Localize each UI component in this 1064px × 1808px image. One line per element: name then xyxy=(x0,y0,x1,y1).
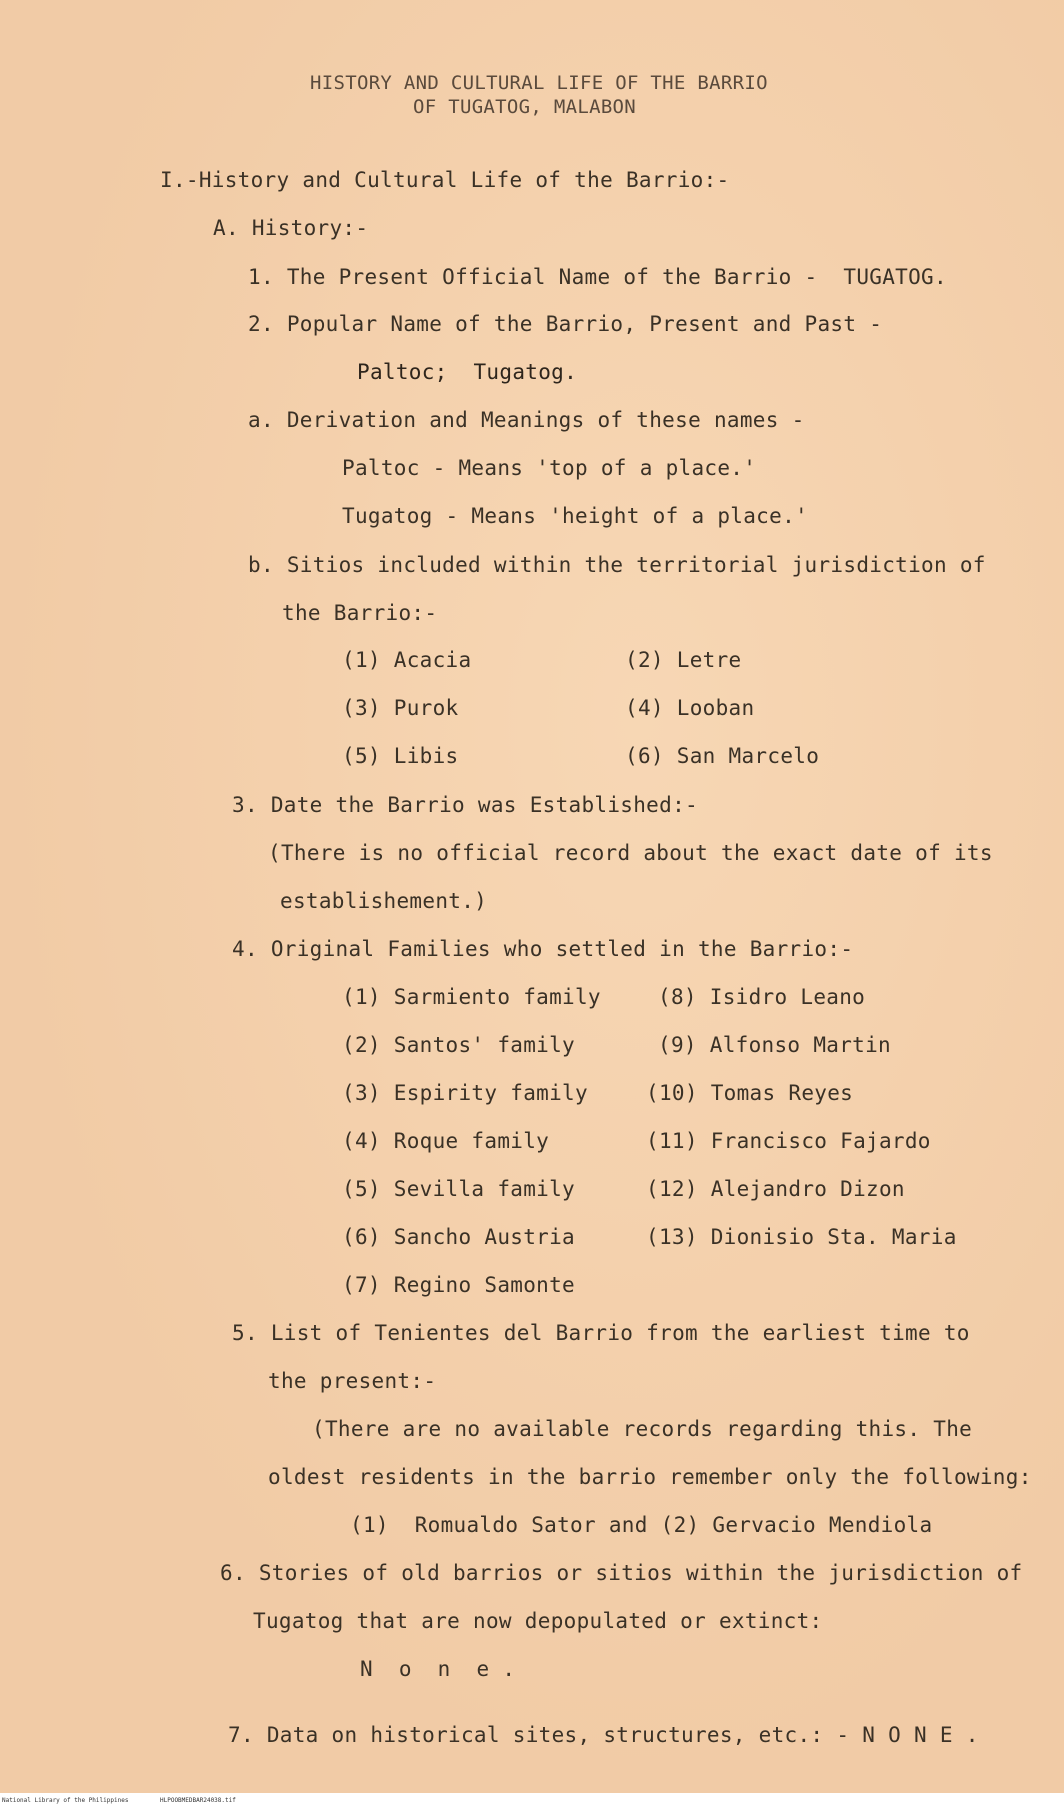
item-2b-sitios-line-1: b. Sitios included within the territorial jurisdiction of xyxy=(248,553,986,577)
item-4-original-families: 4. Original Families who settled in the Barrio:- xyxy=(232,937,854,961)
family-item: (13) Dionisio Sta. Maria xyxy=(646,1225,957,1249)
family-item: (10) Tomas Reyes xyxy=(646,1081,854,1105)
item-5-tenientes-line-1: 5. List of Tenientes del Barrio from the earliest time to xyxy=(232,1321,970,1345)
scan-footer xyxy=(0,1793,1064,1808)
item-7-historical-sites: 7. Data on historical sites, structures, etc.: - N O N E . xyxy=(228,1723,979,1747)
meaning-paltoc: Paltoc - Means 'top of a place.' xyxy=(342,456,757,480)
family-item: (12) Alejandro Dizon xyxy=(646,1177,905,1201)
item-2-names: Paltoc; Tugatog. xyxy=(357,360,578,384)
item-6-answer: N o n e . xyxy=(360,1657,516,1681)
sitio-item: (6) San Marcelo xyxy=(625,744,820,768)
family-item: (8) Isidro Leano xyxy=(658,985,866,1009)
family-item: (9) Alfonso Martin xyxy=(658,1033,891,1057)
family-item: (4) Roque family xyxy=(342,1129,550,1153)
item-6-stories-line-1: 6. Stories of old barrios or sitios within the jurisdiction of xyxy=(220,1561,1023,1585)
item-2a-derivation: a. Derivation and Meanings of these names - xyxy=(248,408,805,432)
sitio-item: (1) Acacia xyxy=(342,648,472,672)
item-3-note-line-2: establishement.) xyxy=(280,889,488,913)
item-1-official-name: 1. The Present Official Name of the Barrio - TUGATOG. xyxy=(248,265,947,289)
sitio-item: (5) Libis xyxy=(342,744,459,768)
item-3-date-established: 3. Date the Barrio was Established:- xyxy=(232,793,698,817)
item-5-teniente-names: (1) Romualdo Sator and (2) Gervacio Mendiola xyxy=(350,1513,933,1537)
title-line-1: HISTORY AND CULTURAL LIFE OF THE BARRIO xyxy=(310,72,768,94)
item-5-note-line-1: (There are no available records regarding this. The xyxy=(312,1417,973,1441)
family-item: (3) Espirity family xyxy=(342,1081,588,1105)
item-5-note-line-2: oldest residents in the barrio remember only the following: xyxy=(268,1465,1032,1489)
family-item: (11) Francisco Fajardo xyxy=(646,1129,931,1153)
meaning-tugatog: Tugatog - Means 'height of a place.' xyxy=(342,504,808,528)
section-heading: I.-History and Cultural Life of the Barrio:- xyxy=(160,168,730,192)
sitio-item: (3) Purok xyxy=(342,696,459,720)
family-item: (5) Sevilla family xyxy=(342,1177,575,1201)
footer-file-name: HLPOOBMEDBAR24038.tif xyxy=(160,1797,236,1804)
family-item: (2) Santos' family xyxy=(342,1033,575,1057)
subsection-heading: A. History:- xyxy=(213,216,369,240)
item-6-stories-line-2: Tugatog that are now depopulated or extinct: xyxy=(253,1609,823,1633)
family-item: (7) Regino Samonte xyxy=(342,1273,575,1297)
item-5-tenientes-line-2: the present:- xyxy=(268,1369,437,1393)
item-2b-sitios-line-2: the Barrio:- xyxy=(282,601,438,625)
sitio-item: (4) Looban xyxy=(625,696,755,720)
footer-library-name: National Library of the Philippines xyxy=(2,1797,129,1804)
family-item: (1) Sarmiento family xyxy=(342,985,601,1009)
family-item: (6) Sancho Austria xyxy=(342,1225,575,1249)
title-line-2: OF TUGATOG, MALABON xyxy=(413,96,637,118)
item-3-note-line-1: (There is no official record about the exact date of its xyxy=(268,841,993,865)
sitio-item: (2) Letre xyxy=(625,648,742,672)
item-2-popular-name: 2. Popular Name of the Barrio, Present and Past - xyxy=(248,312,883,336)
